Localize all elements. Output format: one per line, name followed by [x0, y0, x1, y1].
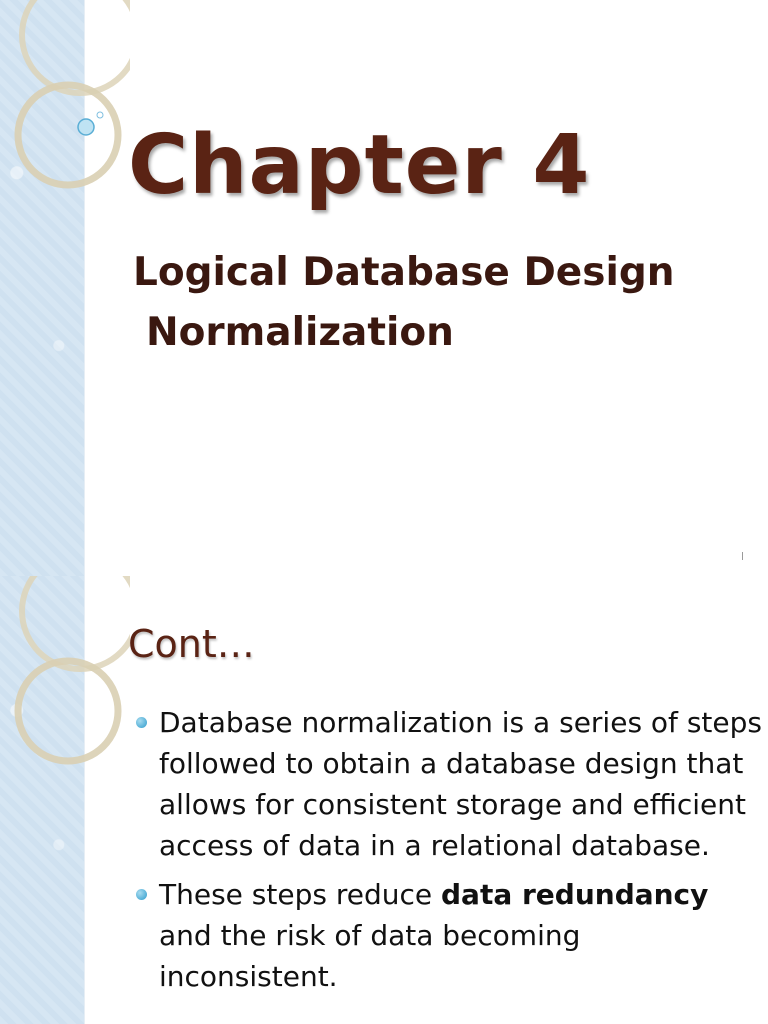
- slide-title: Cont…: [128, 622, 255, 666]
- bullet-item: [132, 874, 762, 997]
- bubble-icon: [78, 119, 94, 135]
- slide-2: [0, 576, 768, 1024]
- subtitle-line-1: Logical Database Design: [133, 250, 675, 295]
- bullet-icon: [136, 717, 147, 728]
- decorative-rings: [0, 0, 130, 200]
- bullet-list: [132, 702, 762, 1005]
- bullet-text-post: and the risk of data becoming inconsistent.: [159, 919, 581, 993]
- bullet-text-bold: data redundancy: [441, 878, 709, 911]
- small-bubble-icon: [97, 112, 103, 118]
- chapter-title: Chapter 4: [128, 118, 591, 213]
- bullet-icon: [136, 889, 147, 900]
- bullet-item: [132, 702, 762, 866]
- bullet-text-pre: These steps reduce: [159, 878, 442, 911]
- divider-mark: [742, 552, 743, 560]
- bullet-text: Database normalization is a series of steps followed to obtain a database design that allows for consistent storage and efficient access of data in a relational database.: [159, 706, 762, 862]
- subtitle-line-2: Normalization: [146, 310, 454, 355]
- decorative-rings: [0, 576, 130, 776]
